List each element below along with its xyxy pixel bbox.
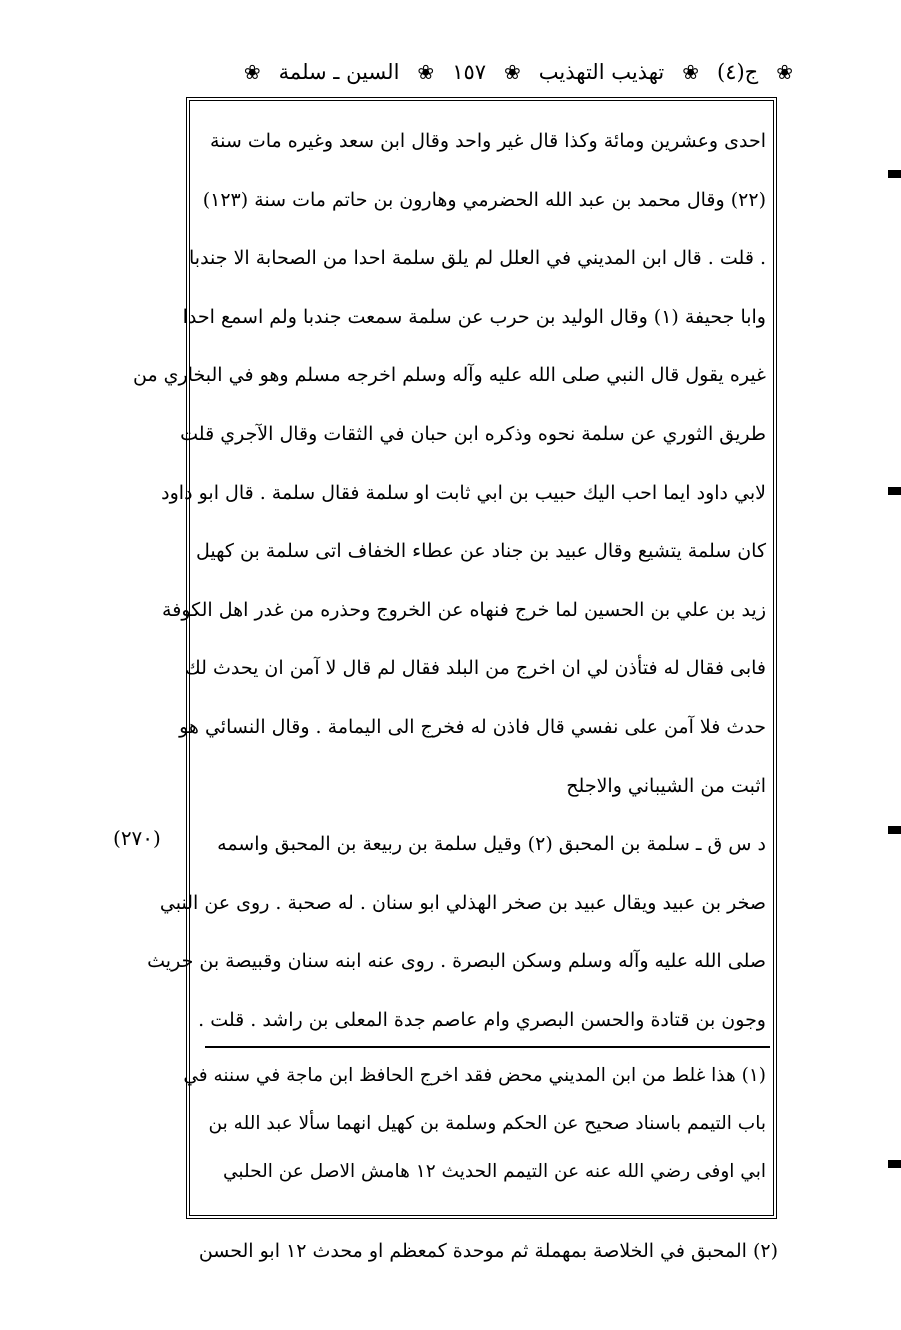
text-line: احدى وعشرين ومائة وكذا قال غير واحد وقال ابن سعد وغيره مات سنة xyxy=(209,130,766,152)
margin-mark xyxy=(888,1160,901,1168)
ornament-icon: ❀ xyxy=(776,60,793,84)
section-title: السين ـ سلمة xyxy=(278,60,400,84)
text-line: حدث فلا آمن على نفسي قال فاذن له فخرج الى اليمامة . وقال النسائي هو xyxy=(179,715,766,738)
ornament-icon: ❀ xyxy=(682,60,699,84)
footnote-line: (١) هذا غلط من ابن المديني محض فقد اخرج الحافظ ابن ماجة في سننه في xyxy=(183,1065,766,1086)
page-number: ١٥٧ xyxy=(452,60,487,84)
margin-mark xyxy=(888,487,901,495)
text-line: غيره يقول قال النبي صلى الله عليه وآله وسلم اخرجه مسلم وهو في البخاري من xyxy=(132,364,766,387)
text-line: لابي داود ايما احب اليك حبيب بن ابي ثابت او سلمة فقال سلمة . قال ابو داود xyxy=(161,481,766,504)
margin-mark xyxy=(888,170,901,178)
text-line: (٢٢) وقال محمد بن عبد الله الحضرمي وهارون بن حاتم مات سنة (١٢٣) xyxy=(202,188,766,211)
text-line: وابا جحيفة (١) وقال الوليد بن حرب عن سلمة سمعت جندبا ولم اسمع احدا xyxy=(182,305,766,328)
footnotes xyxy=(183,1052,766,1196)
text-line: اثبت من الشيباني والاجلح xyxy=(566,774,766,797)
volume-label: ج(٤) xyxy=(717,60,759,84)
margin-mark xyxy=(888,826,901,834)
bottom-footnote: (٢) المحبق في الخلاصة بمهملة ثم موحدة كمعظم او محدث ١٢ ابو الحسن xyxy=(198,1240,778,1262)
footnote-line: باب التيمم باسناد صحيح عن الحكم وسلمة بن كهيل انهما سألا عبد الله بن xyxy=(208,1113,766,1134)
text-line: كان سلمة يتشيع وقال عبيد بن جناد عن عطاء الخفاف اتى سلمة بن كهيل xyxy=(196,540,766,563)
page-header xyxy=(188,48,793,96)
ornament-icon: ❀ xyxy=(417,60,435,84)
book-title: تهذيب التهذيب xyxy=(538,60,665,84)
text-line: صلى الله عليه وآله وسلم وسكن البصرة . روى عنه ابنه سنان وقبيصة بن حريث xyxy=(147,950,766,973)
text-line: وجون بن قتادة والحسن البصري وام عاصم جدة المعلى بن راشد . قلت . xyxy=(198,1008,766,1031)
text-line: صخر بن عبيد ويقال عبيد بن صخر الهذلي ابو سنان . له صحبة . روى عن النبي xyxy=(159,891,766,914)
ornament-icon: ❀ xyxy=(243,60,261,84)
text-line: زيد بن علي بن الحسين لما خرج فنهاه عن الخروج وحذره من غدر اهل الكوفة xyxy=(162,598,766,621)
ornament-icon: ❀ xyxy=(504,60,521,84)
footnote-separator xyxy=(205,1046,770,1048)
text-line: . قلت . قال ابن المديني في العلل لم يلق سلمة احدا من الصحابة الا جندبا xyxy=(189,247,766,270)
text-line: طريق الثوري عن سلمة نحوه وذكره ابن حبان في الثقات وقال الآجري قلت xyxy=(180,422,766,445)
entry-heading-line: د س ق ـ سلمة بن المحبق (٢) وقيل سلمة بن ربيعة بن المحبق واسمه xyxy=(217,833,766,856)
entry-number: (٢٧٠) xyxy=(113,826,161,850)
footnote-line: ابي اوفى رضي الله عنه عن التيمم الحديث ١٢ هامش الاصل عن الحلبي xyxy=(223,1161,766,1182)
text-line: فابى فقال له فتأذن لي ان اخرج من البلد فقال لم قال لا آمن ان يحدث لك xyxy=(185,657,766,680)
